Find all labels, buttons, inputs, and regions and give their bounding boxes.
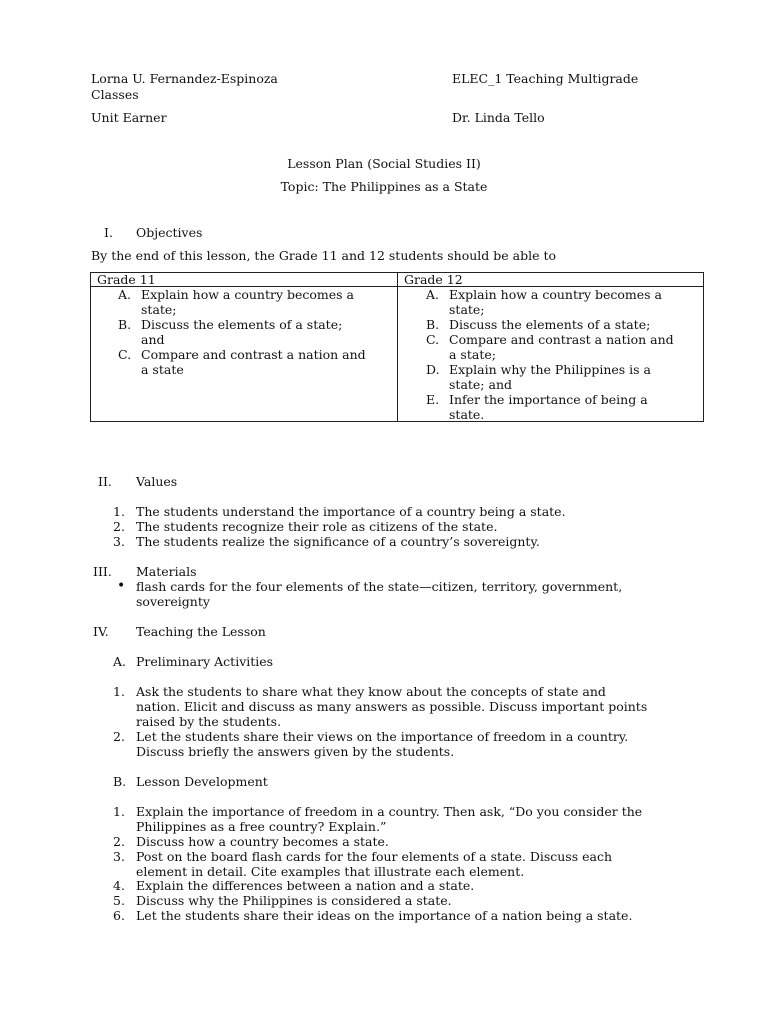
objective-text: Explain why the Philippines is a <box>449 362 652 377</box>
grade-11-column <box>91 273 398 421</box>
objective-text: state; <box>141 302 177 317</box>
list-marker: C. <box>118 347 132 362</box>
objective-text: Compare and contrast a nation and <box>449 332 674 347</box>
author-name: Lorna U. Fernandez-Espinoza <box>91 71 278 86</box>
objectives-intro: By the end of this lesson, the Grade 11 and 12 students should be able to <box>91 248 556 263</box>
subsection-heading-preliminary: Preliminary Activities <box>136 654 274 669</box>
grade-12-label: Grade 12 <box>404 272 463 287</box>
section-numeral: IV. <box>93 624 109 639</box>
development-text: Post on the board flash cards for the four elements of a state. Discuss each <box>136 849 613 864</box>
list-marker: 2. <box>113 834 125 849</box>
list-marker: B. <box>426 317 440 332</box>
subsection-heading-development: Lesson Development <box>136 774 268 789</box>
value-item: The students realize the significance of a country’s sovereignty. <box>136 534 540 549</box>
objective-text: Explain how a country becomes a <box>141 287 355 302</box>
objective-text: Discuss the elements of a state; <box>141 317 343 332</box>
list-marker: A. <box>426 287 440 302</box>
list-marker: 4. <box>113 878 125 893</box>
development-text: Explain the importance of freedom in a country. Then ask, “Do you consider the <box>136 804 643 819</box>
subsection-marker: A. <box>113 654 127 669</box>
objective-text: Infer the importance of being a <box>449 392 648 407</box>
value-item: The students recognize their role as citizens of the state. <box>136 519 498 534</box>
development-text: element in detail. Cite examples that illustrate each element. <box>136 864 525 879</box>
list-marker: 2. <box>113 729 125 744</box>
section-numeral: III. <box>93 564 112 579</box>
section-heading-teaching: Teaching the Lesson <box>136 624 266 639</box>
section-numeral: I. <box>104 225 113 240</box>
development-text: Explain the differences between a nation and a state. <box>136 878 475 893</box>
section-heading-materials: Materials <box>136 564 197 579</box>
activity-text: raised by the students. <box>136 714 282 729</box>
development-text: Discuss how a country becomes a state. <box>136 834 389 849</box>
section-numeral: II. <box>98 474 112 489</box>
objectives-table <box>90 272 704 422</box>
list-marker: E. <box>426 392 440 407</box>
section-heading-values: Values <box>136 474 178 489</box>
lesson-plan-title: Lesson Plan (Social Studies II) <box>287 156 481 171</box>
list-marker: 1. <box>113 804 125 819</box>
section-heading-objectives: Objectives <box>136 225 203 240</box>
objective-text: state; and <box>449 377 513 392</box>
grade-12-header <box>398 273 703 287</box>
list-marker: D. <box>426 362 440 377</box>
activity-text: Discuss briefly the answers given by the students. <box>136 744 455 759</box>
list-marker: 3. <box>113 849 125 864</box>
grade-11-header <box>91 273 397 287</box>
course-title: ELEC_1 Teaching Multigrade <box>452 71 639 86</box>
objective-text: Compare and contrast a nation and <box>141 347 366 362</box>
development-text: Discuss why the Philippines is considered a state. <box>136 893 452 908</box>
objective-text: a state <box>141 362 184 377</box>
list-marker: 1. <box>113 504 125 519</box>
list-marker: A. <box>118 287 132 302</box>
grade-12-column <box>398 273 703 421</box>
objective-text: state; <box>449 302 485 317</box>
list-marker: 3. <box>113 534 125 549</box>
materials-item: flash cards for the four elements of the state—citizen, territory, government, <box>136 579 623 594</box>
bullet-icon: • <box>117 578 126 594</box>
list-marker: C. <box>426 332 440 347</box>
author-role: Unit Earner <box>91 110 167 125</box>
grade-11-label: Grade 11 <box>97 272 156 287</box>
list-marker: B. <box>118 317 132 332</box>
objective-text: state. <box>449 407 485 422</box>
materials-item-continued: sovereignty <box>136 594 210 609</box>
development-text: Let the students share their ideas on the importance of a nation being a state. <box>136 908 633 923</box>
lesson-topic: Topic: The Philippines as a State <box>280 179 488 194</box>
list-marker: 2. <box>113 519 125 534</box>
objective-text: a state; <box>449 347 496 362</box>
activity-text: Let the students share their views on the importance of freedom in a country. <box>136 729 629 744</box>
objective-text: and <box>141 332 165 347</box>
activity-text: nation. Elicit and discuss as many answers as possible. Discuss important points <box>136 699 648 714</box>
development-text: Philippines as a free country? Explain.” <box>136 819 387 834</box>
objective-text: Discuss the elements of a state; <box>449 317 651 332</box>
value-item: The students understand the importance of a country being a state. <box>136 504 566 519</box>
list-marker: 6. <box>113 908 125 923</box>
list-marker: 1. <box>113 684 125 699</box>
activity-text: Ask the students to share what they know about the concepts of state and <box>136 684 606 699</box>
course-title-continued: Classes <box>91 87 139 102</box>
objective-text: Explain how a country becomes a <box>449 287 663 302</box>
instructor-name: Dr. Linda Tello <box>452 110 545 125</box>
list-marker: 5. <box>113 893 125 908</box>
subsection-marker: B. <box>113 774 127 789</box>
